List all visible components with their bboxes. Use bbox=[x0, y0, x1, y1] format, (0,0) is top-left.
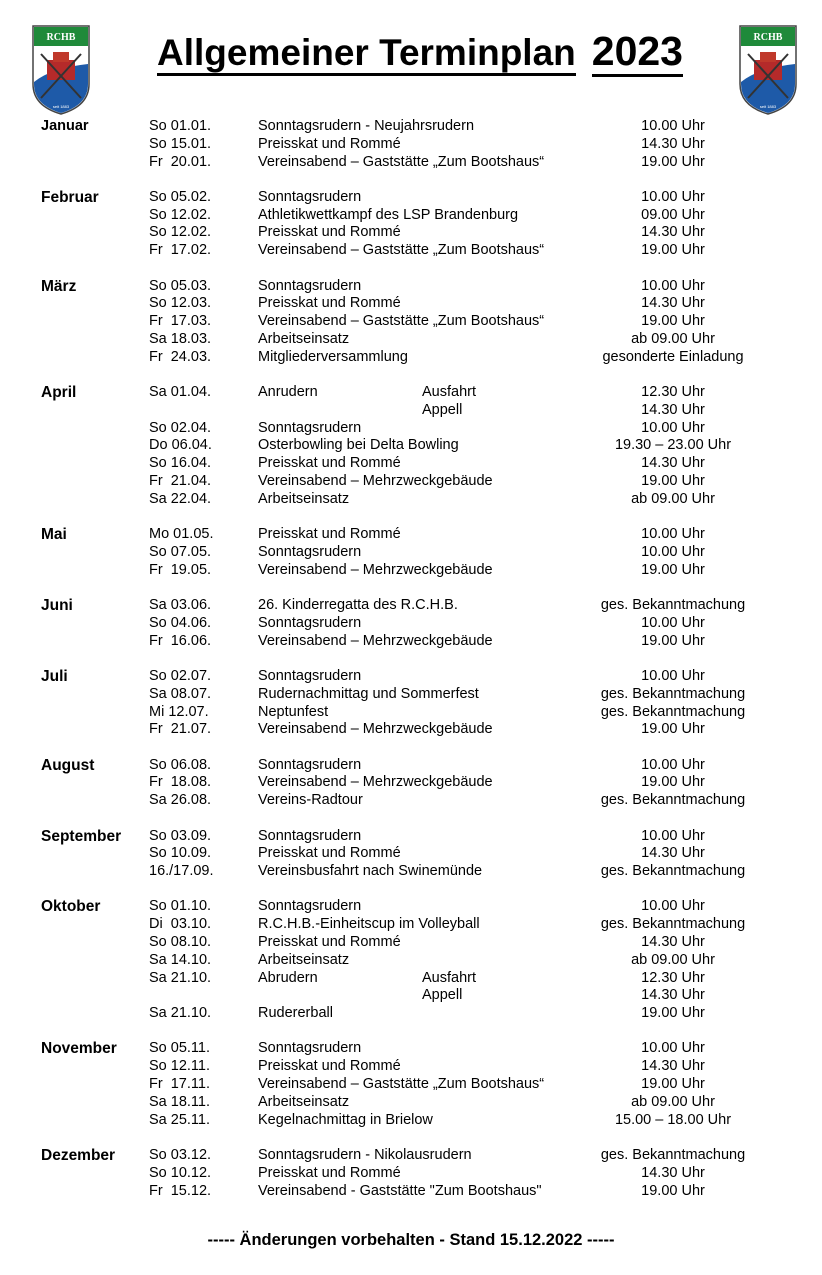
event-date: So 12.02. bbox=[149, 224, 212, 241]
month-spacer bbox=[0, 509, 822, 527]
event-date: Sa 14.10. bbox=[149, 951, 212, 968]
event-date: So 12.11. bbox=[149, 1058, 211, 1075]
event-time: 19.00 Uhr bbox=[641, 473, 705, 490]
event-date: Fr 19.05. bbox=[149, 561, 212, 578]
event-date: So 05.02. bbox=[149, 188, 212, 205]
event-time: ges. Bekanntmachung bbox=[600, 685, 746, 702]
schedule-row bbox=[0, 491, 822, 509]
month-spacer bbox=[0, 260, 822, 278]
schedule-row bbox=[0, 615, 822, 633]
event-date: So 06.08. bbox=[149, 756, 212, 773]
event-date: Sa 18.03. bbox=[149, 330, 212, 347]
event-title: Sonntagsrudern bbox=[258, 898, 362, 915]
event-title: Sonntagsrudern bbox=[258, 614, 362, 631]
event-title: Sonntagsrudern bbox=[258, 188, 362, 205]
event-date: Fr 17.02. bbox=[149, 242, 212, 259]
event-date: Sa 25.11. bbox=[149, 1111, 211, 1128]
schedule-row bbox=[0, 1183, 822, 1201]
event-time: 10.00 Uhr bbox=[641, 1040, 705, 1057]
month-name: März bbox=[41, 277, 77, 295]
month-spacer bbox=[0, 171, 822, 189]
schedule-row bbox=[0, 349, 822, 367]
event-title: Vereinsbusfahrt nach Swinemünde bbox=[258, 863, 483, 880]
event-date: Sa 01.04. bbox=[149, 384, 212, 401]
month-spacer bbox=[0, 881, 822, 899]
month-block bbox=[0, 384, 822, 509]
event-time: 10.00 Uhr bbox=[641, 118, 705, 134]
schedule-row bbox=[0, 242, 822, 260]
event-date: Sa 21.10. bbox=[149, 969, 212, 986]
schedule-row bbox=[0, 934, 822, 952]
page-title-year: 2023 bbox=[592, 28, 683, 77]
event-time: 10.00 Uhr bbox=[641, 188, 705, 205]
event-time: 19.00 Uhr bbox=[641, 632, 705, 649]
event-title: Sonntagsrudern bbox=[258, 277, 362, 294]
schedule-row bbox=[0, 792, 822, 810]
page-title bbox=[110, 28, 730, 75]
event-date: So 03.09. bbox=[149, 827, 212, 844]
event-title: Vereinsabend – Mehrzweckgebäude bbox=[258, 774, 493, 791]
event-date: Sa 22.04. bbox=[149, 490, 212, 507]
event-time: 19.00 Uhr bbox=[641, 153, 705, 170]
event-time: 10.00 Uhr bbox=[641, 756, 705, 773]
schedule-row bbox=[0, 828, 822, 846]
event-time: 14.30 Uhr bbox=[641, 455, 705, 472]
event-date: So 15.01. bbox=[149, 135, 212, 152]
event-time: ab 09.00 Uhr bbox=[631, 490, 715, 507]
schedule-row bbox=[0, 952, 822, 970]
event-title: Sonntagsrudern bbox=[258, 419, 362, 436]
event-title: Arbeitseinsatz bbox=[258, 951, 350, 968]
event-date: Fr 21.07. bbox=[149, 721, 212, 738]
event-time: 19.00 Uhr bbox=[641, 721, 705, 738]
event-time: 19.00 Uhr bbox=[641, 561, 705, 578]
month-block bbox=[0, 1147, 822, 1200]
event-title: Vereinsabend – Gaststätte „Zum Bootshaus“ bbox=[258, 242, 545, 259]
event-time: 14.30 Uhr bbox=[641, 933, 705, 950]
event-date: Fr 17.03. bbox=[149, 313, 212, 330]
schedule-row bbox=[0, 970, 822, 988]
event-date: So 03.12. bbox=[149, 1146, 212, 1163]
event-title: Anrudern bbox=[258, 384, 318, 401]
month-name: August bbox=[41, 756, 95, 774]
event-time: ges. Bekanntmachung bbox=[600, 916, 746, 933]
event-date: Fr 21.04. bbox=[149, 473, 212, 490]
event-time: 14.30 Uhr bbox=[641, 224, 705, 241]
schedule-row bbox=[0, 1076, 822, 1094]
schedule-row bbox=[0, 207, 822, 225]
event-time: 12.30 Uhr bbox=[641, 384, 705, 401]
schedule-row bbox=[0, 757, 822, 775]
event-title: Rudererball bbox=[258, 1005, 333, 1022]
month-name: Juni bbox=[41, 597, 73, 615]
event-date: So 01.10. bbox=[149, 898, 212, 915]
event-date: Fr 16.06. bbox=[149, 632, 212, 649]
event-title: Vereinsabend – Mehrzweckgebäude bbox=[258, 473, 493, 490]
event-time: 10.00 Uhr bbox=[641, 667, 705, 684]
event-title: Arbeitseinsatz bbox=[258, 330, 350, 347]
event-date: So 10.09. bbox=[149, 845, 212, 862]
event-title: Vereinsabend – Gaststätte „Zum Bootshaus“ bbox=[258, 1076, 545, 1093]
schedule-row bbox=[0, 774, 822, 792]
event-title: Sonntagsrudern bbox=[258, 827, 362, 844]
club-logo-right bbox=[738, 24, 798, 116]
event-time: 19.00 Uhr bbox=[641, 1076, 705, 1093]
event-date: Fr 15.12. bbox=[149, 1182, 212, 1199]
footer-note: ----- Änderungen vorbehalten - Stand 15.12.2022 ----- bbox=[207, 1231, 615, 1249]
event-title: Sonntagsrudern bbox=[258, 667, 362, 684]
schedule-row bbox=[0, 384, 822, 402]
event-time: ab 09.00 Uhr bbox=[631, 951, 715, 968]
schedule-row bbox=[0, 402, 822, 420]
event-time: 09.00 Uhr bbox=[641, 206, 705, 223]
schedule-row bbox=[0, 136, 822, 154]
schedule-row bbox=[0, 1094, 822, 1112]
event-date: Sa 03.06. bbox=[149, 597, 212, 614]
month-spacer bbox=[0, 580, 822, 598]
event-time: 14.30 Uhr bbox=[641, 135, 705, 152]
event-date: Mo 01.05. bbox=[149, 526, 214, 543]
schedule-row bbox=[0, 1147, 822, 1165]
event-time: 14.30 Uhr bbox=[641, 401, 705, 418]
event-date: So 12.02. bbox=[149, 206, 212, 223]
event-subtitle: Ausfahrt bbox=[422, 384, 476, 401]
event-title: Arbeitseinsatz bbox=[258, 1093, 350, 1110]
event-time: 14.30 Uhr bbox=[641, 295, 705, 312]
event-title: Preisskat und Rommé bbox=[258, 1164, 401, 1181]
event-time: ges. Bekanntmachung bbox=[600, 703, 746, 720]
event-subtitle: Ausfahrt bbox=[422, 969, 476, 986]
month-name: Mai bbox=[41, 526, 67, 544]
month-name: Juli bbox=[41, 667, 68, 685]
month-name: Januar bbox=[41, 118, 89, 134]
event-date: So 12.03. bbox=[149, 295, 212, 312]
month-block bbox=[0, 526, 822, 579]
event-time: 10.00 Uhr bbox=[641, 277, 705, 294]
event-title: Vereinsabend – Mehrzweckgebäude bbox=[258, 632, 493, 649]
schedule-row bbox=[0, 562, 822, 580]
event-time: ab 09.00 Uhr bbox=[631, 330, 715, 347]
event-date: Sa 18.11. bbox=[149, 1093, 211, 1110]
schedule-row bbox=[0, 189, 822, 207]
event-title: Preisskat und Rommé bbox=[258, 845, 401, 862]
event-title: Osterbowling bei Delta Bowling bbox=[258, 437, 459, 454]
event-title: Neptunfest bbox=[258, 703, 329, 720]
schedule-row bbox=[0, 721, 822, 739]
event-date: So 16.04. bbox=[149, 455, 212, 472]
event-time: 10.00 Uhr bbox=[641, 543, 705, 560]
event-date: So 05.11. bbox=[149, 1040, 211, 1057]
event-time: 10.00 Uhr bbox=[641, 898, 705, 915]
month-block bbox=[0, 278, 822, 367]
schedule-row bbox=[0, 118, 822, 136]
month-name: Februar bbox=[41, 188, 99, 206]
svg-text:seit 1883: seit 1883 bbox=[52, 104, 70, 109]
event-title: Sonntagsrudern - Neujahrsrudern bbox=[258, 118, 475, 134]
month-block bbox=[0, 597, 822, 650]
month-block bbox=[0, 828, 822, 881]
schedule-row bbox=[0, 597, 822, 615]
event-title: Preisskat und Rommé bbox=[258, 455, 401, 472]
event-title: Vereins-Radtour bbox=[258, 792, 363, 809]
schedule-row bbox=[0, 1005, 822, 1023]
event-subtitle: Appell bbox=[422, 987, 463, 1004]
event-title: 26. Kinderregatta des R.C.H.B. bbox=[258, 597, 458, 614]
month-block bbox=[0, 1040, 822, 1129]
event-date: Sa 26.08. bbox=[149, 792, 212, 809]
event-title: Rudernachmittag und Sommerfest bbox=[258, 685, 479, 702]
schedule-row bbox=[0, 633, 822, 651]
event-time: ges. Bekanntmachung bbox=[600, 1146, 746, 1163]
event-date: Mi 12.07. bbox=[149, 703, 209, 720]
event-title: Athletikwettkampf des LSP Brandenburg bbox=[258, 206, 519, 223]
schedule-row bbox=[0, 526, 822, 544]
event-time: 14.30 Uhr bbox=[641, 987, 705, 1004]
event-title: Preisskat und Rommé bbox=[258, 933, 401, 950]
event-title: Mitgliederversammlung bbox=[258, 348, 408, 365]
event-time: 19.00 Uhr bbox=[641, 1005, 705, 1022]
event-subtitle: Appell bbox=[422, 401, 463, 418]
event-title: Preisskat und Rommé bbox=[258, 224, 401, 241]
schedule-row bbox=[0, 295, 822, 313]
event-date: So 07.05. bbox=[149, 543, 212, 560]
schedule-row bbox=[0, 313, 822, 331]
event-date: So 01.01. bbox=[149, 118, 212, 134]
schedule-row bbox=[0, 473, 822, 491]
schedule-list bbox=[0, 118, 822, 1200]
schedule-row bbox=[0, 1058, 822, 1076]
event-date: Sa 21.10. bbox=[149, 1005, 212, 1022]
schedule-row bbox=[0, 704, 822, 722]
event-time: 14.30 Uhr bbox=[641, 845, 705, 862]
month-name: Dezember bbox=[41, 1146, 116, 1164]
event-time: 10.00 Uhr bbox=[641, 614, 705, 631]
schedule-row bbox=[0, 686, 822, 704]
month-spacer bbox=[0, 810, 822, 828]
event-time: 19.00 Uhr bbox=[641, 242, 705, 259]
event-date: So 10.12. bbox=[149, 1164, 212, 1181]
schedule-row bbox=[0, 1040, 822, 1058]
schedule-row bbox=[0, 987, 822, 1005]
schedule-row bbox=[0, 455, 822, 473]
month-name: Oktober bbox=[41, 898, 101, 916]
month-block bbox=[0, 118, 822, 171]
month-name: November bbox=[41, 1040, 117, 1058]
schedule-row bbox=[0, 1165, 822, 1183]
event-time: gesonderte Einladung bbox=[602, 348, 744, 365]
month-name: April bbox=[41, 384, 77, 402]
event-title: Vereinsabend – Gaststätte „Zum Bootshaus“ bbox=[258, 313, 545, 330]
event-time: 14.30 Uhr bbox=[641, 1058, 705, 1075]
event-title: Sonntagsrudern bbox=[258, 756, 362, 773]
event-title: Preisskat und Rommé bbox=[258, 135, 401, 152]
schedule-row bbox=[0, 1112, 822, 1130]
event-date: Di 03.10. bbox=[149, 916, 212, 933]
event-title: Vereinsabend – Mehrzweckgebäude bbox=[258, 721, 493, 738]
event-date: So 02.04. bbox=[149, 419, 212, 436]
event-time: 19.00 Uhr bbox=[641, 1182, 705, 1199]
event-time: 19.00 Uhr bbox=[641, 774, 705, 791]
event-time: 10.00 Uhr bbox=[641, 419, 705, 436]
schedule-row bbox=[0, 224, 822, 242]
event-date: So 04.06. bbox=[149, 614, 212, 631]
event-date: Fr 17.11. bbox=[149, 1076, 210, 1093]
schedule-row bbox=[0, 420, 822, 438]
schedule-row bbox=[0, 863, 822, 881]
event-title: Vereinsabend – Gaststätte „Zum Bootshaus“ bbox=[258, 153, 545, 170]
schedule-row bbox=[0, 845, 822, 863]
event-time: ab 09.00 Uhr bbox=[631, 1093, 715, 1110]
event-title: Preisskat und Rommé bbox=[258, 526, 401, 543]
event-time: 10.00 Uhr bbox=[641, 526, 705, 543]
event-title: R.C.H.B.-Einheitscup im Volleyball bbox=[258, 916, 480, 933]
event-title: Kegelnachmittag in Brielow bbox=[258, 1111, 433, 1128]
month-spacer bbox=[0, 1023, 822, 1041]
event-title: Vereinsabend - Gaststätte "Zum Bootshaus" bbox=[258, 1182, 542, 1199]
event-date: Do 06.04. bbox=[149, 437, 212, 454]
event-title: Sonntagsrudern bbox=[258, 543, 362, 560]
schedule-row bbox=[0, 154, 822, 172]
event-time: ges. Bekanntmachung bbox=[600, 863, 746, 880]
event-time: 12.30 Uhr bbox=[641, 969, 705, 986]
month-block bbox=[0, 757, 822, 810]
event-title: Arbeitseinsatz bbox=[258, 490, 350, 507]
logo-text: RCHB bbox=[46, 32, 76, 43]
schedule-row bbox=[0, 544, 822, 562]
schedule-row bbox=[0, 331, 822, 349]
event-date: Fr 20.01. bbox=[149, 153, 212, 170]
month-name: September bbox=[41, 827, 122, 845]
month-spacer bbox=[0, 367, 822, 385]
month-spacer bbox=[0, 650, 822, 668]
event-date: Sa 08.07. bbox=[149, 685, 212, 702]
event-time: 14.30 Uhr bbox=[641, 1164, 705, 1181]
event-date: So 05.03. bbox=[149, 277, 212, 294]
schedule-row bbox=[0, 898, 822, 916]
event-date: 16./17.09. bbox=[149, 863, 214, 880]
event-date: So 08.10. bbox=[149, 933, 212, 950]
event-time: ges. Bekanntmachung bbox=[600, 792, 746, 809]
month-block bbox=[0, 898, 822, 1023]
event-time: 15.00 – 18.00 Uhr bbox=[614, 1111, 732, 1128]
club-logo-left bbox=[31, 24, 91, 116]
event-title: Preisskat und Rommé bbox=[258, 1058, 401, 1075]
event-date: Fr 24.03. bbox=[149, 348, 212, 365]
month-block bbox=[0, 668, 822, 739]
schedule-row bbox=[0, 668, 822, 686]
month-block bbox=[0, 189, 822, 260]
logo-text: RCHB bbox=[753, 32, 783, 43]
schedule-row bbox=[0, 437, 822, 455]
schedule-row bbox=[0, 916, 822, 934]
event-time: ges. Bekanntmachung bbox=[600, 597, 746, 614]
svg-text:seit 1883: seit 1883 bbox=[759, 104, 777, 109]
event-date: Fr 18.08. bbox=[149, 774, 212, 791]
event-title: Sonntagsrudern bbox=[258, 1040, 362, 1057]
event-time: 10.00 Uhr bbox=[641, 827, 705, 844]
schedule-row bbox=[0, 278, 822, 296]
month-spacer bbox=[0, 1129, 822, 1147]
page-title-main: Allgemeiner Terminplan bbox=[157, 32, 576, 76]
event-title: Abrudern bbox=[258, 969, 318, 986]
event-title: Sonntagsrudern - Nikolausrudern bbox=[258, 1146, 472, 1163]
event-date: So 02.07. bbox=[149, 667, 212, 684]
event-time: 19.00 Uhr bbox=[641, 313, 705, 330]
event-title: Preisskat und Rommé bbox=[258, 295, 401, 312]
event-time: 19.30 – 23.00 Uhr bbox=[614, 437, 732, 454]
event-title: Vereinsabend – Mehrzweckgebäude bbox=[258, 561, 493, 578]
month-spacer bbox=[0, 739, 822, 757]
